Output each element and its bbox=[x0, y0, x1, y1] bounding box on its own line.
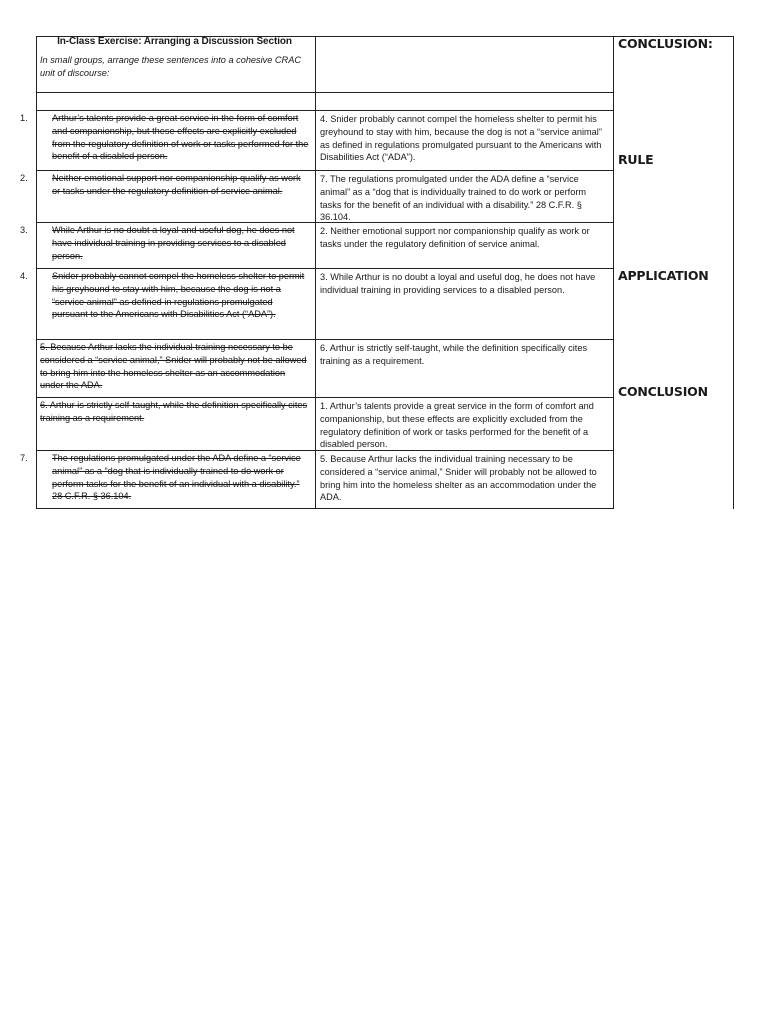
row-divider bbox=[36, 110, 614, 111]
sentence-number: 3. bbox=[20, 225, 28, 235]
ordered-sentence-4: 3. While Arthur is no doubt a loyal and useful dog, he does not have individual training in providing services to a disabled person. bbox=[320, 272, 596, 295]
sentence-text: Arthur’s talents provide a great service in the form of comfort and companionship, but these effects are explicitly excluded from the regulatory definition of work or tasks performed for the benefit of a disabled person. bbox=[52, 113, 309, 162]
table-divider-right bbox=[613, 36, 614, 509]
sentence-number: 1. bbox=[20, 113, 28, 123]
sentence-text: While Arthur is no doubt a loyal and useful dog, he does not have individual training in providing services to a disabled person. bbox=[52, 225, 295, 261]
ordered-sentence-7: 5. Because Arthur lacks the individual training necessary to be considered a “service animal,” Snider will probably not be allowed to bring him into the homeless shelter as an accommodation under the ADA. bbox=[320, 454, 597, 503]
row-divider bbox=[36, 268, 614, 269]
sentence-number: 5. bbox=[40, 342, 48, 352]
row-divider bbox=[36, 339, 614, 340]
exercise-table bbox=[20, 36, 734, 509]
label-conclusion-top: CONCLUSION: bbox=[618, 36, 713, 51]
ordered-sentence-1: 4. Snider probably cannot compel the homeless shelter to permit his greyhound to stay with him, because the dog is not a “service animal” as defined in regulations promulgated pursuant to the Americans with Disabilities Act (“ADA”). bbox=[320, 114, 602, 163]
sentence-number: 4. bbox=[20, 271, 28, 281]
sentence-text: Snider probably cannot compel the homeless shelter to permit his greyhound to stay with him, because the dog is not a “service animal” as defined in regulations promulgated pursuant to the Americans with Disabilities Act (“ADA”). bbox=[52, 271, 305, 320]
row-divider bbox=[36, 170, 614, 171]
label-conclusion-bottom: CONCLUSION bbox=[618, 384, 708, 399]
sentence-text: Arthur is strictly self-taught, while the definition specifically cites training as a requirement. bbox=[40, 400, 308, 423]
scrambled-sentence-5 bbox=[36, 341, 315, 392]
ordered-sentence-6: 1. Arthur’s talents provide a great service in the form of comfort and companionship, but these effects are explicitly excluded from the regulatory definition of work or tasks performed for the benefit of a disabled person. bbox=[320, 401, 594, 450]
scrambled-sentence-6 bbox=[36, 399, 315, 425]
scrambled-sentence-4 bbox=[20, 270, 315, 321]
sentence-text: Because Arthur lacks the individual training necessary to be considered a “service animal,” Snider will probably not be allowed to bring him into the homeless shelter as an accommodation under the ADA. bbox=[40, 342, 307, 391]
label-rule: RULE bbox=[618, 152, 654, 167]
sentence-text: The regulations promulgated under the ADA define a “service animal” as a “dog that is individually trained to do work or perform tasks for the benefit of an individual with a disability.” 28 C.F.R. § 36.104. bbox=[52, 453, 301, 502]
label-application: APPLICATION bbox=[618, 268, 709, 283]
sentence-number: 2. bbox=[20, 173, 28, 183]
exercise-title: In-Class Exercise: Arranging a Discussion Section bbox=[57, 36, 292, 47]
scrambled-sentence-3 bbox=[20, 224, 315, 262]
ordered-sentence-2: 7. The regulations promulgated under the ADA define a “service animal” as a “dog that is individually trained to do work or perform tasks for the benefit of an individual with a disability.” 28 C.F.R. § 36.104. bbox=[320, 174, 587, 223]
row-divider bbox=[36, 397, 614, 398]
sentence-number: 6. bbox=[40, 400, 48, 410]
row-divider bbox=[36, 92, 614, 93]
ordered-sentence-3: 2. Neither emotional support nor companionship qualify as work or tasks under the regulatory definition of service animal. bbox=[320, 226, 590, 249]
scrambled-sentence-1 bbox=[20, 112, 315, 163]
table-border-right bbox=[733, 36, 734, 509]
table-border-bottom bbox=[36, 508, 614, 509]
sentence-number: 7. bbox=[20, 453, 28, 463]
header-cell bbox=[36, 36, 315, 92]
exercise-instructions: In small groups, arrange these sentences into a cohesive CRAC unit of discourse: bbox=[40, 54, 301, 78]
sentence-text: Neither emotional support nor companionship qualify as work or tasks under the regulatory definition of service animal. bbox=[52, 173, 301, 196]
scrambled-sentence-2 bbox=[20, 172, 315, 198]
scrambled-sentence-7 bbox=[20, 452, 315, 503]
ordered-sentence-5: 6. Arthur is strictly self-taught, while the definition specifically cites training as a requirement. bbox=[320, 343, 588, 366]
